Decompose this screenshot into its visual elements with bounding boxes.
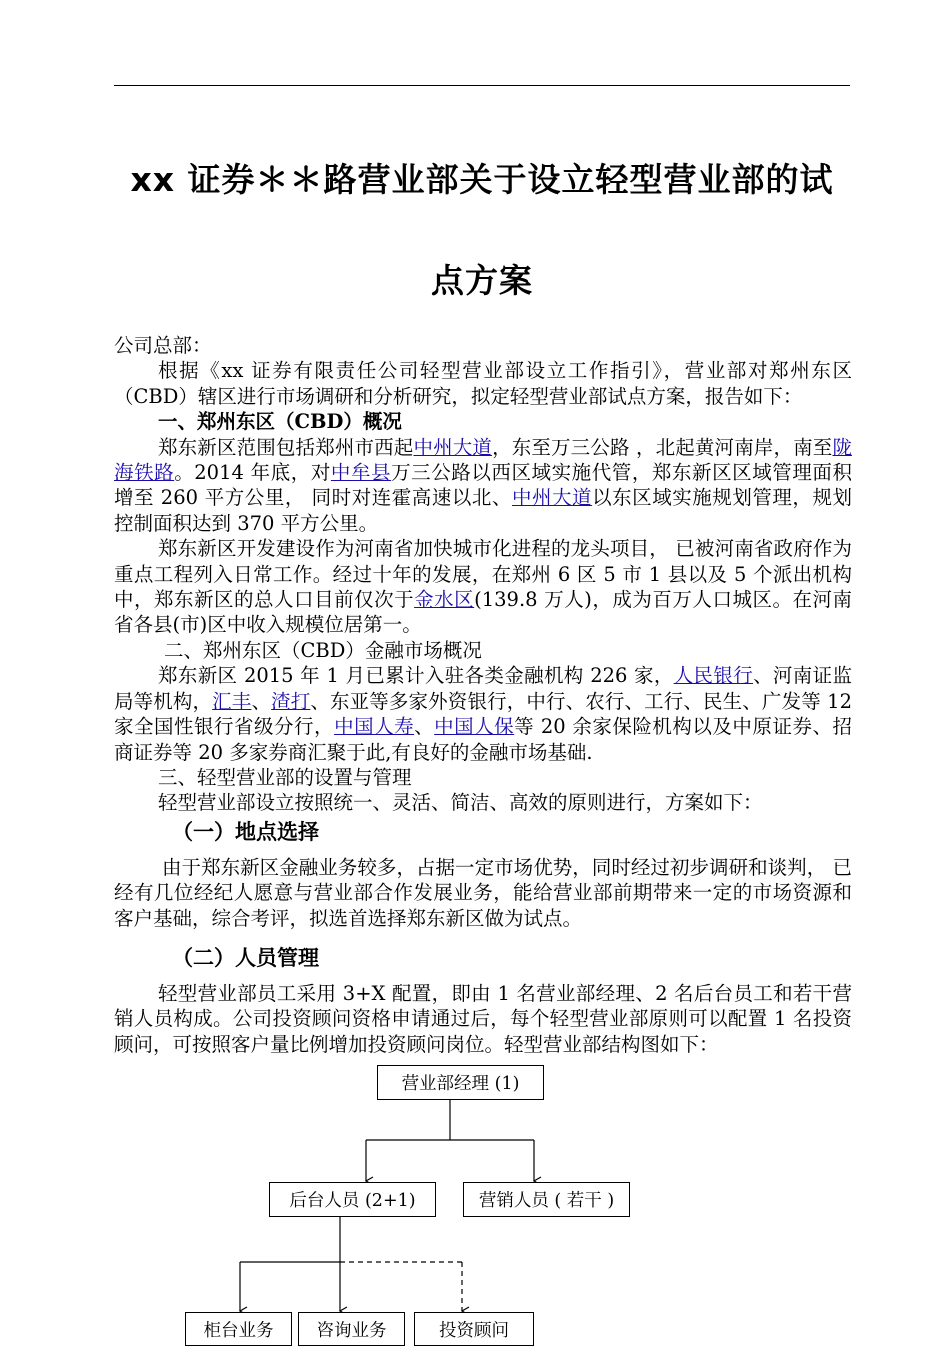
doc-title-line1: xx 证券＊＊路营业部关于设立轻型营业部的试 — [130, 160, 834, 199]
subsection1-body — [114, 855, 852, 931]
org-node-manager: 营业部经理 (1) — [377, 1065, 544, 1100]
link-hsbc[interactable]: 汇丰 — [212, 689, 252, 713]
subsection2-body — [114, 981, 852, 1057]
doc-title-line2: 点方案 — [431, 261, 533, 300]
section3-intro: 轻型营业部设立按照统一、灵活、简洁、高效的原则进行，方案如下： — [158, 791, 763, 815]
section2-paragraph: 郑东新区 2015 年 1 月已累计入驻各类金融机构 226 家，人民银行、河南证监局等机构，汇丰、渣打、东亚等多家外资银行，中行、农行、工行、民生、广发等 12 家全国性银行省级分行，中国人寿、中国人保等 20 余家保险机构以及中原证券、招商证券等 20 多家券商汇聚于此,有良好的金融市场基础. — [114, 664, 852, 764]
subsection1-paragraph: 由于郑东新区金融业务较多，占据一定市场优势，同时经过初步调研和谈判， 已经有几位经纪人愿意与营业部合作发展业务，能给营业部前期带来一定的市场资源和客户基础，综合考评，拟选首选择郑东新区做为试点。 — [114, 856, 852, 930]
intro-paragraph: 根据《xx 证券有限责任公司轻型营业部设立工作指引》，营业部对郑州东区（CBD）辖区进行市场调研和分析研究，拟定轻型营业部试点方案，报告如下： — [114, 359, 852, 408]
link-jinshui-district[interactable]: 金水区 — [414, 588, 475, 612]
header-rule — [114, 85, 850, 86]
subsection2-heading: （二）人员管理 — [172, 946, 319, 970]
body-part1 — [114, 333, 852, 816]
link-longhai-railway[interactable]: 陇海铁路 — [114, 435, 852, 485]
org-node-sales: 营销人员 ( 若干 ) — [463, 1182, 630, 1217]
salutation: 公司总部： — [114, 334, 212, 357]
org-node-consult: 咨询业务 — [298, 1312, 405, 1346]
org-node-advisor: 投资顾问 — [414, 1312, 534, 1346]
link-zhongzhou-avenue[interactable]: 中州大道 — [413, 435, 493, 459]
link-picc[interactable]: 中国人保 — [434, 715, 515, 739]
link-zhongzhou-avenue-2[interactable]: 中州大道 — [511, 486, 593, 510]
link-standard-chartered[interactable]: 渣打 — [271, 689, 311, 713]
org-node-counter: 柜台业务 — [185, 1312, 292, 1346]
link-peoples-bank[interactable]: 人民银行 — [673, 664, 754, 688]
section1-paragraph2: 郑东新区开发建设作为河南省加快城市化进程的龙头项目， 已被河南省政府作为重点工程列入日常工作。经过十年的发展，在郑州 6 区 5 市 1 县以及 5 个派出机构中，郑东新区的总人口目前仅次于金水区(139.8 万人)，成为百万人口城区。在河南省各县(市)区中收入规模位居第一。 — [114, 537, 852, 637]
link-zhongmou-county[interactable]: 中牟县 — [330, 461, 392, 485]
subsection1-heading: （一）地点选择 — [172, 820, 319, 844]
section1-heading: 一、郑州东区（CBD）概况 — [158, 410, 402, 434]
section3-heading: 三、轻型营业部的设置与管理 — [158, 765, 412, 789]
section2-heading: 二、郑州东区（CBD）金融市场概况 — [164, 638, 482, 662]
link-china-life[interactable]: 中国人寿 — [334, 715, 415, 739]
subsection2-paragraph: 轻型营业部员工采用 3+X 配置，即由 1 名营业部经理、2 名后台员工和若干营销人员构成。公司投资顾问资格申请通过后，每个轻型营业部原则可以配置 1 名投资顾问，可按照客户量比例增加投资顾问岗位。轻型营业部结构图如下： — [114, 982, 852, 1056]
section1-paragraph1: 郑东新区范围包括郑州市西起中州大道，东至万三公路 ，北起黄河南岸，南至陇海铁路。2014 年底，对中牟县万三公路以西区域实施代管，郑东新区区域管理面积增至 260 平方公里， 同时对连霍高速以北、中州大道以东区域实施规划管理，规划控制面积达到 370 平方公里。 — [114, 435, 852, 535]
org-node-backoffice: 后台人员 (2+1) — [269, 1182, 436, 1217]
